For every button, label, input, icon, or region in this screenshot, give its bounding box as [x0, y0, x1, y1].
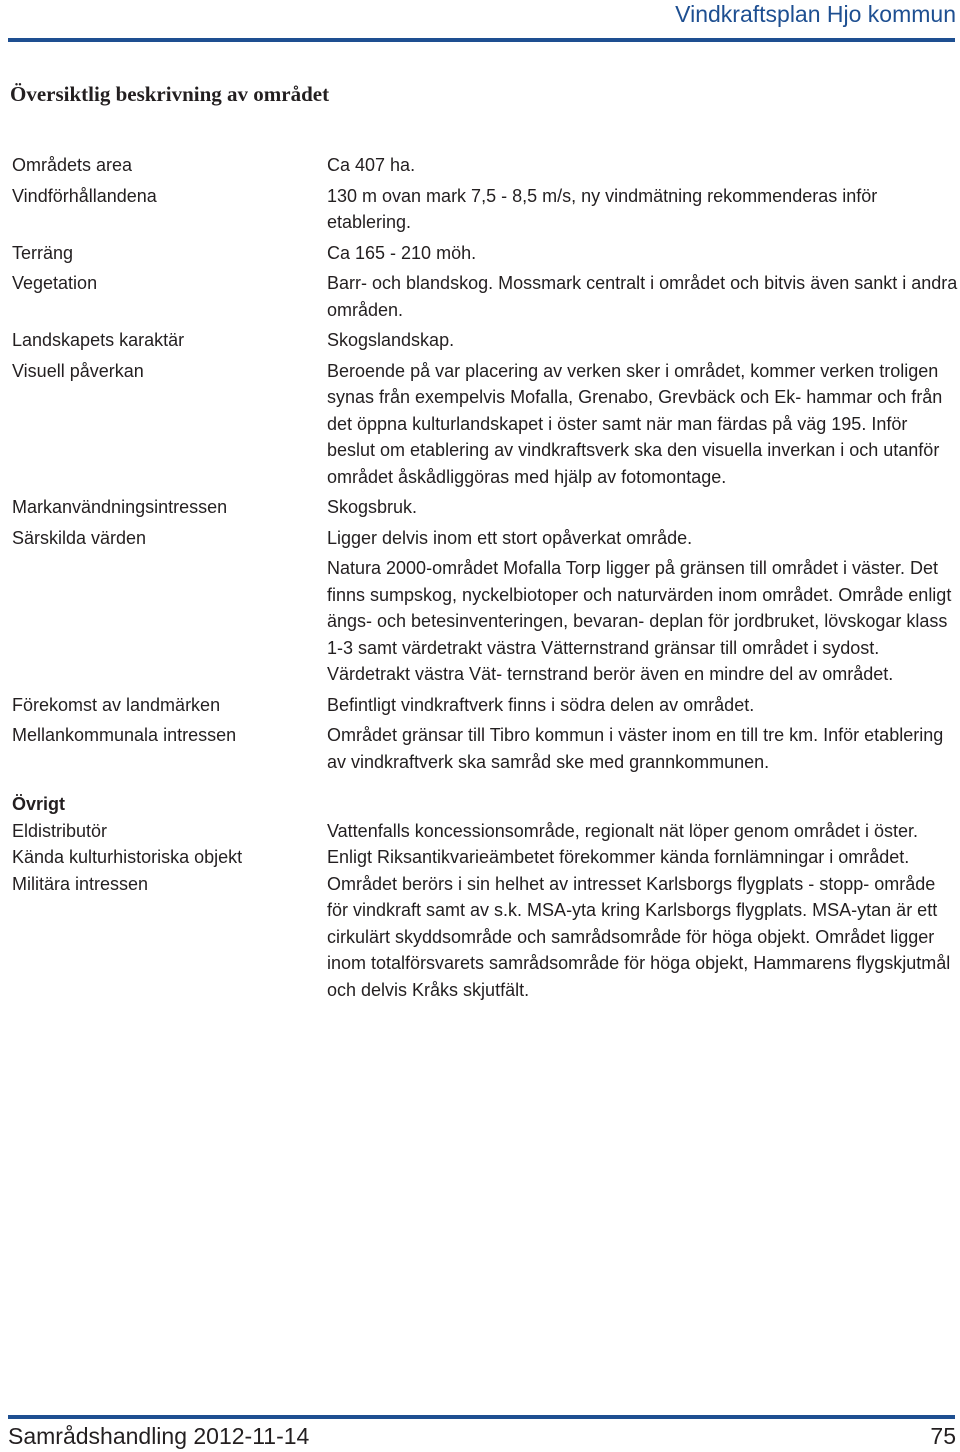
row-label: Eldistributör: [12, 820, 108, 841]
row-label: Vegetation: [12, 273, 98, 293]
row-value: [327, 871, 959, 1004]
document-title: Vindkraftsplan Hjo kommun: [675, 1, 956, 27]
row-label: Markanvändningsintressen: [12, 497, 228, 517]
row-terrain: [0, 240, 960, 267]
row-value: [327, 525, 959, 688]
row-value-text: Skogslandskap.: [327, 330, 455, 350]
row-label: Terräng: [12, 242, 74, 263]
row-value: [327, 327, 959, 354]
row-cultural-heritage: [0, 844, 960, 871]
section-heading: Översiktlig beskrivning av området: [10, 82, 330, 106]
row-value: [327, 722, 959, 775]
row-value: [327, 270, 959, 323]
row-value-text: Beroende på var placering av verken sker i området, kommer verken troligen synas från exempelvis Mofalla, Grenabo, Grevbäck och Ek- hammar och från det öppna kulturlandskapet i öster samt när man färdas på väg 195. Inför beslut om etablering av vindkraftsverk ska den visuella inverkan i och utanför området åskådliggöras med hjälp av fotomontage.: [327, 360, 943, 487]
row-value-text: Skogsbruk.: [327, 497, 418, 517]
row-special-values: [0, 525, 960, 688]
row-area: [0, 152, 960, 179]
row-value-text: Området gränsar till Tibro kommun i väster inom en till tre km. Inför etablering av vindkraftverk ska samråd ske med grannkommunen.: [327, 725, 944, 772]
row-vegetation: [0, 270, 960, 323]
row-landscape: [0, 327, 960, 354]
row-value: [327, 692, 959, 719]
row-landmarks: [0, 692, 960, 719]
row-value: [327, 240, 959, 267]
row-value-text: Ca 165 - 210 möh.: [327, 242, 477, 263]
row-land-use: [0, 494, 960, 521]
row-label: Landskapets karaktär: [12, 330, 185, 350]
row-label: Områdets area: [12, 155, 133, 175]
row-value-text: Vattenfalls koncessionsområde, regionalt nät löper genom området i öster.: [327, 820, 918, 841]
row-wind: [0, 183, 960, 236]
row-military: [0, 871, 960, 1004]
row-label: Kända kulturhistoriska objekt: [12, 847, 243, 867]
description-table: [0, 152, 960, 1003]
row-intermunicipal: [0, 722, 960, 775]
row-value-text: Ca 407 ha.: [327, 155, 416, 175]
row-value-text: Barr- och blandskog. Mossmark centralt i området och bitvis även sankt i andra områden.: [327, 273, 958, 320]
row-value-text: Natura 2000-området Mofalla Torp ligger på gränsen till området i väster. Det finns sumpskog, nyckelbiotoper och naturvärden inom området. Område enligt ängs- och betesinventeringen, bevaran- deplan för jordbruket, lövskogar klass 1-3 samt värdetrakt västra Vätternstrand gränsar till området i sydost. Värdetrakt västra Vät- ternstrand berör även en mindre del av området.: [327, 558, 952, 684]
row-value: [327, 494, 959, 521]
row-value: [327, 818, 959, 845]
row-value-text: Ligger delvis inom ett stort opåverkat område.: [327, 527, 693, 548]
row-electricity: [0, 818, 960, 845]
page-number: 75: [930, 1423, 956, 1449]
row-value-text: Befintligt vindkraftverk finns i södra delen av området.: [327, 694, 755, 715]
document-status: Samrådshandling 2012-11-14: [8, 1423, 310, 1449]
row-visual-impact: [0, 358, 960, 491]
row-label: Visuell påverkan: [12, 360, 144, 381]
row-value: [327, 152, 959, 179]
row-label: Mellankommunala intressen: [12, 725, 237, 745]
row-label: Särskilda värden: [12, 527, 147, 548]
row-value-text: Området berörs i sin helhet av intresset Karlsborgs flygplats - stopp- område för vindkraft samt av s.k. MSA-yta kring Karlsborgs flygplats. MSA-ytan är ett cirkulärt skyddsområde och samrådsområde för höga objekt. Området ligger inom totalförsvarets samrådsområde för höga objekt, Hammarens flygskjutmål och delvis Kråks skjutfält.: [327, 873, 951, 1000]
row-label: Vindförhållandena: [12, 185, 157, 206]
row-value-text: Enligt Riksantikvarieämbetet förekommer kända fornlämningar i området.: [327, 847, 910, 867]
row-label: Förekomst av landmärken: [12, 694, 221, 715]
ovrigt-group: [0, 791, 960, 818]
row-value-text: 130 m ovan mark 7,5 - 8,5 m/s, ny vindmätning rekommenderas inför etablering.: [327, 185, 878, 232]
row-value: [327, 183, 959, 236]
header-rule: [8, 38, 955, 42]
row-value: [327, 358, 959, 491]
footer-rule: [8, 1415, 955, 1419]
row-label: Militära intressen: [12, 873, 149, 894]
ovrigt-heading: Övrigt: [12, 794, 66, 814]
row-value: [327, 844, 959, 871]
